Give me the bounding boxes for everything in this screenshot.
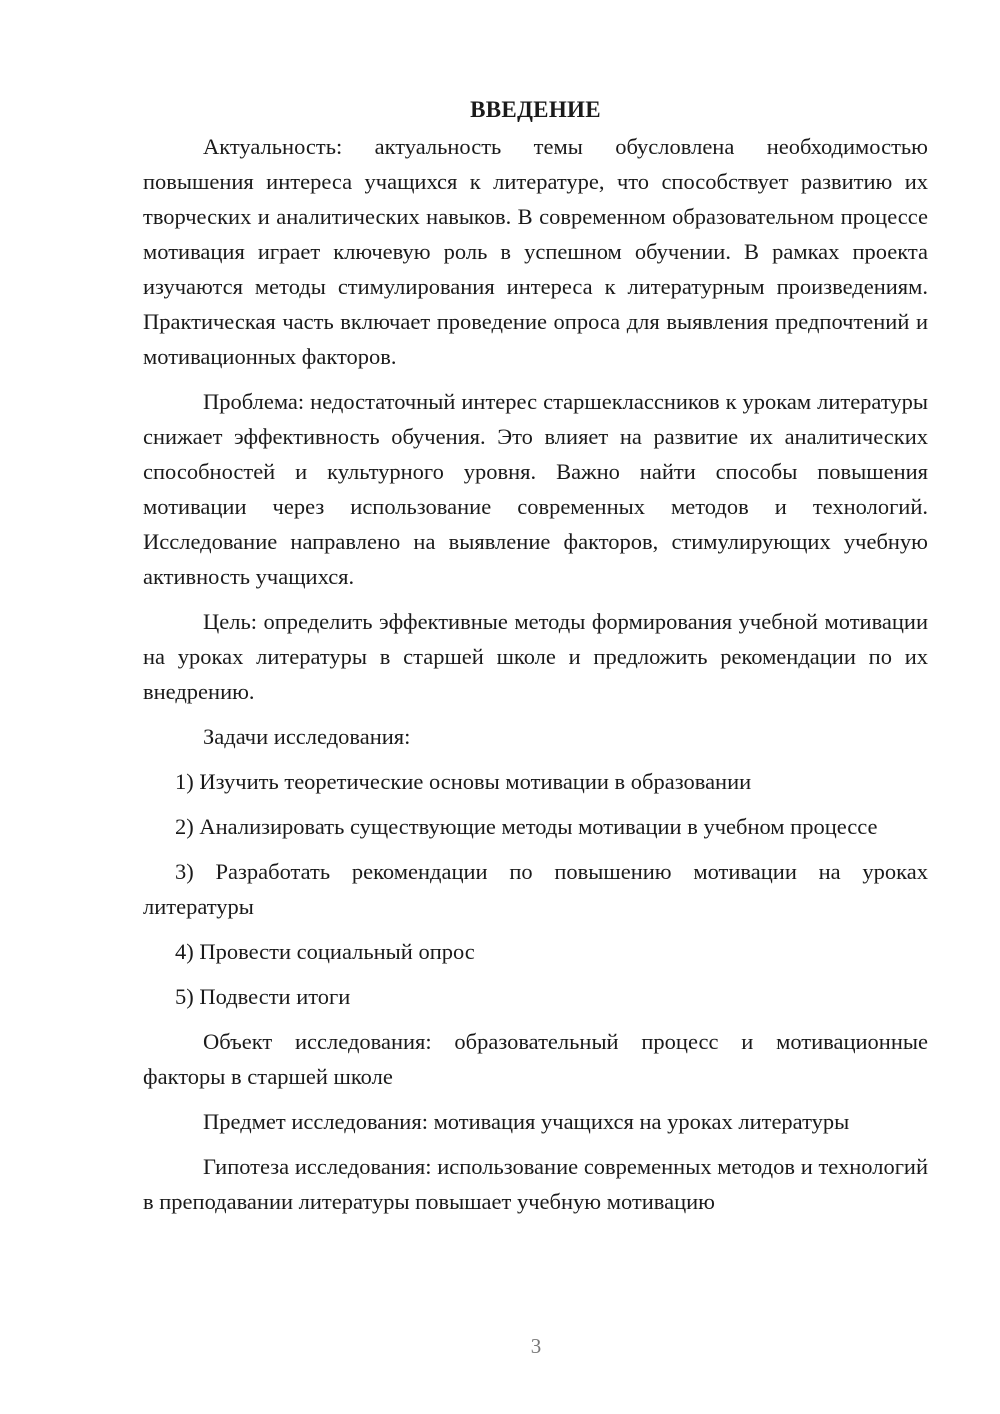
paragraph-goal: Цель: определить эффективные методы формирования учебной мотивации на уроках литературы в старшей школе и предложить рекомендации по их внедрению. <box>143 609 928 704</box>
paragraph-hypothesis: Гипотеза исследования: использование современных методов и технологий в преподавании литературы повышает учебную мотивацию <box>143 1154 928 1214</box>
page-number: 3 <box>530 1334 542 1358</box>
task-item-4: 4) Провести социальный опрос <box>175 939 475 964</box>
tasks-title: Задачи исследования: <box>203 724 411 749</box>
task-item-2: 2) Анализировать существующие методы мотивации в учебном процессе <box>175 814 878 839</box>
document-page <box>143 92 928 1219</box>
paragraph-object: Объект исследования: образовательный процесс и мотивационные факторы в старшей школе <box>143 1029 928 1089</box>
task-item-1: 1) Изучить теоретические основы мотивации в образовании <box>175 769 752 794</box>
paragraph-relevance: Актуальность: актуальность темы обусловлена необходимостью повышения интереса учащихся к литературе, что способствует развитию их творческих и аналитических навыков. В современном образовательном процессе мотивация играет ключевую роль в успешном обучении. В рамках проекта изучаются методы стимулирования интереса к литературным произведениям. Практическая часть включает проведение опроса для выявления предпочтений и мотивационных факторов. <box>143 134 928 369</box>
section-heading: ВВЕДЕНИЕ <box>470 97 601 122</box>
paragraph-subject: Предмет исследования: мотивация учащихся на уроках литературы <box>203 1109 850 1134</box>
paragraph-problem: Проблема: недостаточный интерес старшеклассников к урокам литературы снижает эффективность обучения. Это влияет на развитие их аналитических способностей и культурного уровня. Важно найти способы повышения мотивации через использование современных методов и технологий. Исследование направлено на выявление факторов, стимулирующих учебную активность учащихся. <box>143 389 928 589</box>
task-item-5: 5) Подвести итоги <box>175 984 351 1009</box>
task-item-3: 3) Разработать рекомендации по повышению мотивации на уроках литературы <box>143 859 928 919</box>
